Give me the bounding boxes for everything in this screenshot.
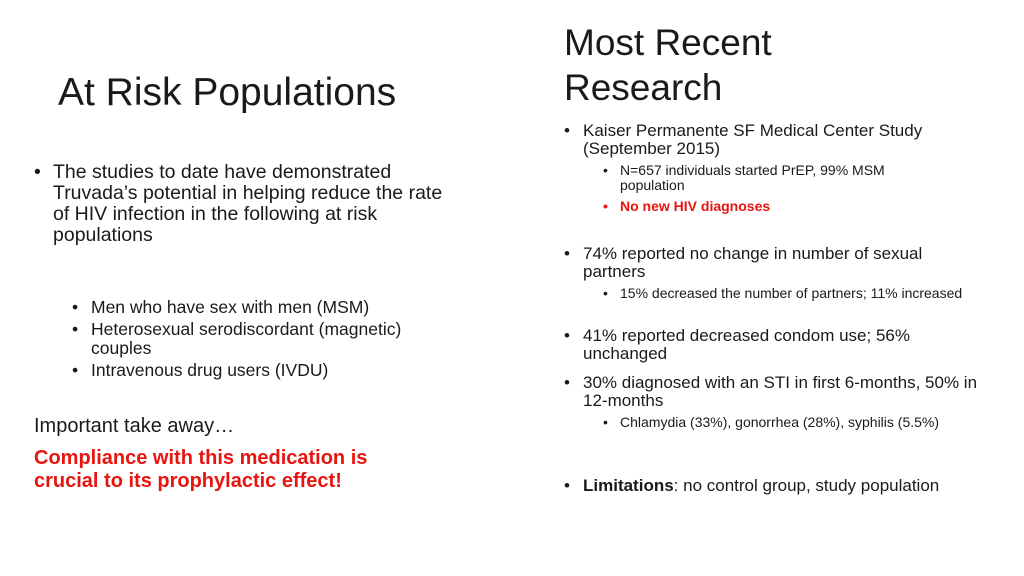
partners-bullet: • 74% reported no change in number of sexual partners bbox=[564, 245, 979, 281]
partners-sub-list bbox=[603, 286, 963, 301]
population-item-msm: • Men who have sex with men (MSM) bbox=[72, 298, 452, 317]
sti-bullet: • 30% diagnosed with an STI in first 6-months, 50% in 12-months bbox=[564, 374, 979, 410]
left-title: At Risk Populations bbox=[58, 71, 397, 114]
condom-list bbox=[564, 327, 974, 363]
sti-breakdown-bullet: • Chlamydia (33%), gonorrhea (28%), syphilis (5.5%) bbox=[603, 415, 953, 430]
sti-sub-list bbox=[603, 415, 953, 430]
right-title: Most Recent Research bbox=[564, 22, 772, 109]
condom-bullet: • 41% reported decreased condom use; 56% unchanged bbox=[564, 327, 974, 363]
limitations-list bbox=[564, 477, 964, 495]
intro-bullet: • The studies to date have demonstrated Truvada’s potential in helping reduce the rate of HIV infection in the following at risk populations bbox=[34, 162, 444, 246]
study-list bbox=[564, 122, 974, 158]
sti-list bbox=[564, 374, 979, 410]
population-item-couples: • Heterosexual serodiscordant (magnetic) couples bbox=[72, 320, 452, 358]
takeaway-label: Important take away… bbox=[34, 415, 235, 437]
population-item-ivdu: • Intravenous drug users (IVDU) bbox=[72, 361, 452, 380]
population-list bbox=[72, 298, 452, 380]
limitations-label: Limitations bbox=[583, 476, 674, 495]
study-bullet: • Kaiser Permanente SF Medical Center Study (September 2015) bbox=[564, 122, 974, 158]
compliance-statement: Compliance with this medication is crucial to its prophylactic effect! bbox=[34, 447, 368, 492]
limitations-bullet bbox=[564, 477, 964, 495]
partners-list bbox=[564, 245, 979, 281]
no-hiv-bullet: • No new HIV diagnoses bbox=[603, 199, 953, 214]
study-sub-list bbox=[603, 163, 953, 214]
study-sample-bullet: • N=657 individuals started PrEP, 99% MSM population bbox=[603, 163, 953, 193]
intro-list bbox=[34, 162, 444, 246]
partners-change-bullet: • 15% decreased the number of partners; 11% increased bbox=[603, 286, 963, 301]
limitations-text: : no control group, study population bbox=[673, 476, 940, 495]
